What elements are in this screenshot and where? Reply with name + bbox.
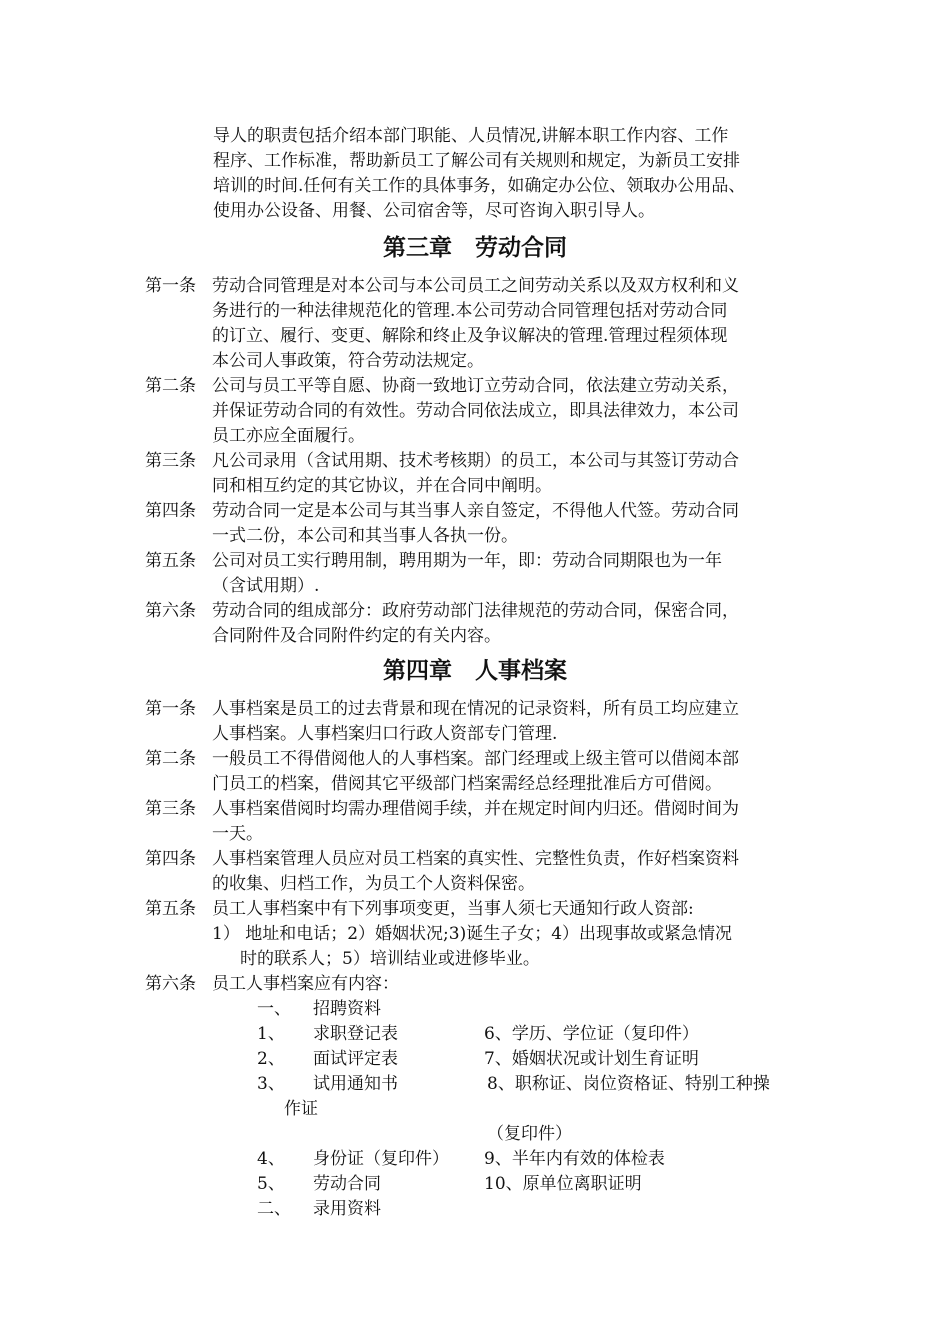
item-right: 8、职称证、岗位资格证、特别工种操 [487,1074,770,1094]
article-line: 的订立、履行、变更、解除和终止及争议解决的管理.管理过程须体现 [212,326,728,346]
article-line: 凡公司录用（含试用期、技术考核期）的员工，本公司与其签订劳动合 [212,451,739,471]
article-number: 第三条 [145,451,196,471]
article-number: 第五条 [145,551,196,571]
ch4-article-6 [145,972,825,997]
chapter3-title: 第三章 劳动合同 [383,235,567,261]
article-line: 并保证劳动合同的有效性。劳动合同依法成立，即具法律效力，本公司 [212,401,739,421]
article-line: 本公司人事政策，符合劳动法规定。 [212,351,484,371]
article-line: 务进行的一种法律规范化的管理.本公司劳动合同管理包括对劳动合同 [212,301,728,321]
article-line: 人事档案借阅时均需办理借阅手续，并在规定时间内归还。借阅时间为 [212,799,739,819]
section-number: 二、 [257,1199,291,1219]
article-line: 人事档案管理人员应对员工档案的真实性、完整性负责，作好档案资料 [212,849,739,869]
item-number: 5、 [257,1174,285,1194]
article-line: 员工人事档案中有下列事项变更，当事人须七天通知行政人资部: [212,899,694,919]
article-number: 第一条 [145,699,196,719]
ch4-article-1 [145,697,825,747]
section-number: 一、 [257,999,291,1019]
article-line: 劳动合同一定是本公司与其当事人亲自签定，不得他人代签。劳动合同 [212,501,739,521]
article-number: 第四条 [145,501,196,521]
item-left: 试用通知书 [313,1074,398,1094]
ch3-article-6 [145,599,825,649]
article-line: 一天。 [212,824,263,844]
article-line: 人事档案是员工的过去背景和现在情况的记录资料，所有员工均应建立 [212,699,739,719]
intro-paragraph [213,124,813,224]
ch4-article-5 [145,897,825,972]
item-right: 6、学历、学位证（复印件） [484,1024,699,1044]
intro-line: 程序、工作标准，帮助新员工了解公司有关规则和规定，为新员工安排 [213,151,740,171]
ch3-article-2 [145,374,825,449]
ch3-article-5 [145,549,825,599]
chapter4-title: 第四章 人事档案 [383,658,567,684]
ch3-article-1 [145,274,825,374]
ch4-article-4 [145,847,825,897]
article-line: 一般员工不得借阅他人的人事档案。部门经理或上级主管可以借阅本部 [212,749,739,769]
article-number: 第三条 [145,799,196,819]
item-wrap: （复印件） [487,1124,572,1144]
intro-line: 导人的职责包括介绍本部门职能、人员情况,讲解本职工作内容、工作 [213,126,729,146]
article-line: 员工亦应全面履行。 [212,426,365,446]
item-wrap: 作证 [284,1099,318,1119]
change-items-line: 1） 地址和电话；2）婚姻状况;3)诞生子女；4）出现事故或紧急情况 [212,924,733,944]
ch3-article-4 [145,499,825,549]
article-line: 劳动合同的组成部分：政府劳动部门法律规范的劳动合同，保密合同， [212,601,739,621]
item-number: 3、 [257,1074,285,1094]
item-left: 身份证（复印件） [313,1149,449,1169]
article-line: 劳动合同管理是对本公司与本公司员工之间劳动关系以及双方权利和义 [212,276,739,296]
article-line: 人事档案。人事档案归口行政人资部专门管理. [212,724,558,744]
article-line: 同和相互约定的其它协议，并在合同中阐明。 [212,476,552,496]
intro-line: 使用办公设备、用餐、公司宿舍等，尽可咨询入职引导人。 [213,201,655,221]
article-line: 员工人事档案应有内容： [212,974,399,994]
ch4-article-2 [145,747,825,797]
item-right: 7、婚姻状况或计划生育证明 [484,1049,699,1069]
item-right: 10、原单位离职证明 [484,1174,642,1194]
item-left: 求职登记表 [313,1024,398,1044]
ch3-article-3 [145,449,825,499]
article-line: 合同附件及合同附件约定的有关内容。 [212,626,501,646]
article-number: 第六条 [145,601,196,621]
article-number: 第五条 [145,899,196,919]
article-number: 第四条 [145,849,196,869]
ch4-article-3 [145,797,825,847]
article-number: 第一条 [145,276,196,296]
article-line: 门员工的档案，借阅其它平级部门档案需经总经理批准后方可借阅。 [212,774,722,794]
article-line: 一式二份，本公司和其当事人各执一份。 [212,526,518,546]
article-line: （含试用期）. [212,576,320,596]
item-number: 4、 [257,1149,285,1169]
item-left: 劳动合同 [313,1174,381,1194]
intro-line: 培训的时间.任何有关工作的具体事务，如确定办公位、领取办公用品、 [213,176,746,196]
article-number: 第二条 [145,749,196,769]
section-label: 录用资料 [313,1199,381,1219]
article-number: 第二条 [145,376,196,396]
section-label: 招聘资料 [313,999,381,1019]
article-line: 公司与员工平等自愿、协商一致地订立劳动合同，依法建立劳动关系， [212,376,739,396]
article-line: 的收集、归档工作，为员工个人资料保密。 [212,874,535,894]
article-number: 第六条 [145,974,196,994]
article-line: 公司对员工实行聘用制，聘用期为一年，即：劳动合同期限也为一年 [212,551,722,571]
item-left: 面试评定表 [313,1049,398,1069]
item-number: 1、 [257,1024,285,1044]
item-number: 2、 [257,1049,285,1069]
item-right: 9、半年内有效的体检表 [484,1149,665,1169]
change-items-line: 时的联系人；5）培训结业或进修毕业。 [240,949,540,969]
